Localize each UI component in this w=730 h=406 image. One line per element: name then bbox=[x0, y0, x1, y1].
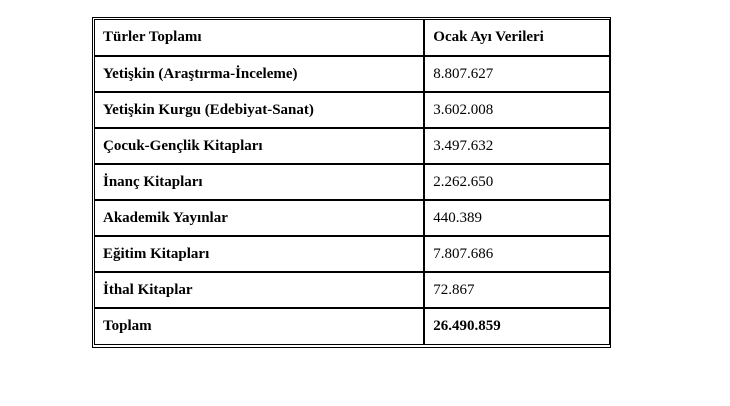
table-row bbox=[94, 272, 610, 308]
row-value: 7.807.686 bbox=[424, 236, 610, 272]
table-row bbox=[94, 56, 610, 92]
table-total-row bbox=[94, 308, 610, 345]
row-label: Yetişkin (Araştırma-İnceleme) bbox=[94, 56, 424, 92]
row-value: 72.867 bbox=[424, 272, 610, 308]
row-value: 440.389 bbox=[424, 200, 610, 236]
header-cell-category: Türler Toplamı bbox=[94, 19, 424, 56]
table-row bbox=[94, 236, 610, 272]
table-row bbox=[94, 200, 610, 236]
row-label: İthal Kitaplar bbox=[94, 272, 424, 308]
row-label: İnanç Kitapları bbox=[94, 164, 424, 200]
row-label: Çocuk-Gençlik Kitapları bbox=[94, 128, 424, 164]
row-value: 3.497.632 bbox=[424, 128, 610, 164]
row-label: Akademik Yayınlar bbox=[94, 200, 424, 236]
data-table bbox=[94, 19, 610, 345]
row-value: 8.807.627 bbox=[424, 56, 610, 92]
table-frame bbox=[92, 17, 611, 348]
table-row bbox=[94, 128, 610, 164]
table-row bbox=[94, 92, 610, 128]
row-label: Yetişkin Kurgu (Edebiyat-Sanat) bbox=[94, 92, 424, 128]
total-label: Toplam bbox=[94, 308, 424, 345]
row-value: 2.262.650 bbox=[424, 164, 610, 200]
row-label: Eğitim Kitapları bbox=[94, 236, 424, 272]
table-header-row bbox=[94, 19, 610, 56]
header-cell-january: Ocak Ayı Verileri bbox=[424, 19, 610, 56]
row-value: 3.602.008 bbox=[424, 92, 610, 128]
table-row bbox=[94, 164, 610, 200]
total-value: 26.490.859 bbox=[424, 308, 610, 345]
